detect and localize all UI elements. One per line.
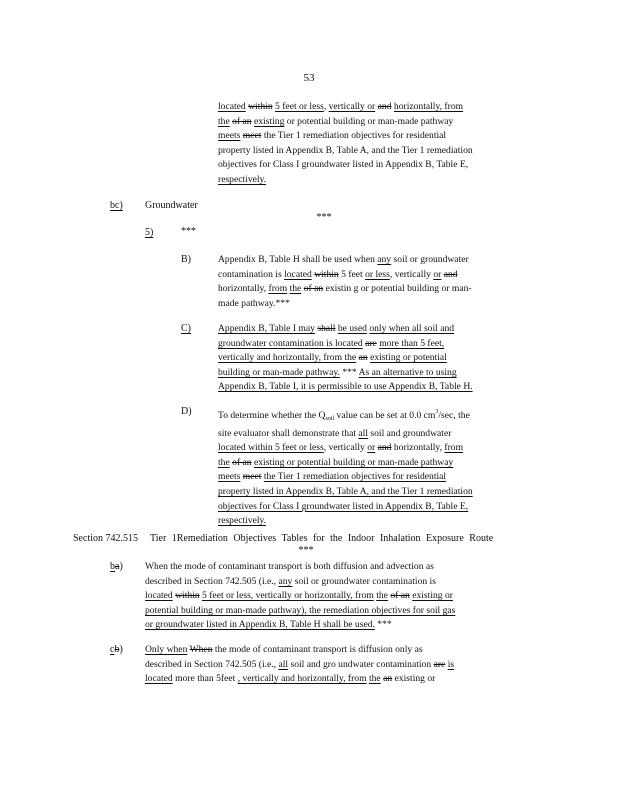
- omission-stars: ***: [298, 545, 314, 556]
- subsection-label-cb: cb): [110, 644, 123, 655]
- section-title: Tier 1Remediation Objectives Tables for the Indoor Inhalation Exposure Route: [150, 533, 494, 544]
- page-number: 53: [303, 72, 315, 84]
- item-label-d: D): [181, 406, 192, 417]
- omission-stars: ***: [316, 212, 332, 223]
- subsection-label-bc: bc): [110, 200, 123, 211]
- item-label-b: B): [181, 254, 191, 265]
- item-label-5: 5): [145, 227, 154, 238]
- item-b-paragraph: Appendix B, Table H shall be used when any soil or groundwater contamination is located within 5 feet or less, vertically or and horizontally, from the of an existin g or potential building or man- made pathway.***: [218, 254, 472, 309]
- section-label: Section 742.515: [73, 533, 138, 544]
- item-d-paragraph: To determine whether the $Q_{soil}$ value can be set at 0.0 $cm^3/\sec$, the site evaluator shall demonstrate that all soil and groundwater located within 5 feet or less, vertically or and horizontally, from the of an existing or potential building or man-made pathway meets meet the Tier 1 remediation objectives for residential property listed in Appendix B, Table A, and the Tier 1 remediation objectives for Class I groundwater listed in Appendix B, Table E, respectively.: [218, 409, 473, 527]
- item-c-paragraph: Appendix B, Table I may shall be used only when all soil and groundwater contamination is located are more than 5 feet, vertically and horizontally, from the an existing or potential building or man-made pathway. *** As an alternative to using Appendix B, Table I, it is permissible to use Appendix B, Table H.: [218, 323, 473, 393]
- subsection-ba-paragraph: When the mode of contaminant transport is both diffusion and advection as described in Section 742.505 (i.e., any soil or groundwater contamination is located within 5 feet or less, vertically or horizontally, from the of an existing or potential building or man-made pathway), the remediation objectives for soil gas or groundwater listed in Appendix B, Table H shall be used. ***: [145, 561, 456, 631]
- subsection-title-groundwater: Groundwater: [145, 200, 198, 211]
- subsection-label-ba: ba): [110, 561, 123, 572]
- continuation-paragraph: located within 5 feet or less, vertically or and horizontally, from the of an existing or potential building or man-made pathway meets meet the Tier 1 remediation objectives for residential property listed in Appendix B, Table A, and the Tier 1 remediation objectives for Class I groundwater listed in Appendix B, Table E, respectively.: [218, 101, 473, 185]
- omission-stars: ***: [181, 226, 196, 237]
- item-label-c: C): [181, 323, 191, 334]
- subsection-cb-paragraph: Only when When the mode of contaminant transport is diffusion only as described in Section 742.505 (i.e., all soil and gro undwater contamination are is located more than 5feet , vertically and horizontally, from the an existing or: [145, 644, 455, 685]
